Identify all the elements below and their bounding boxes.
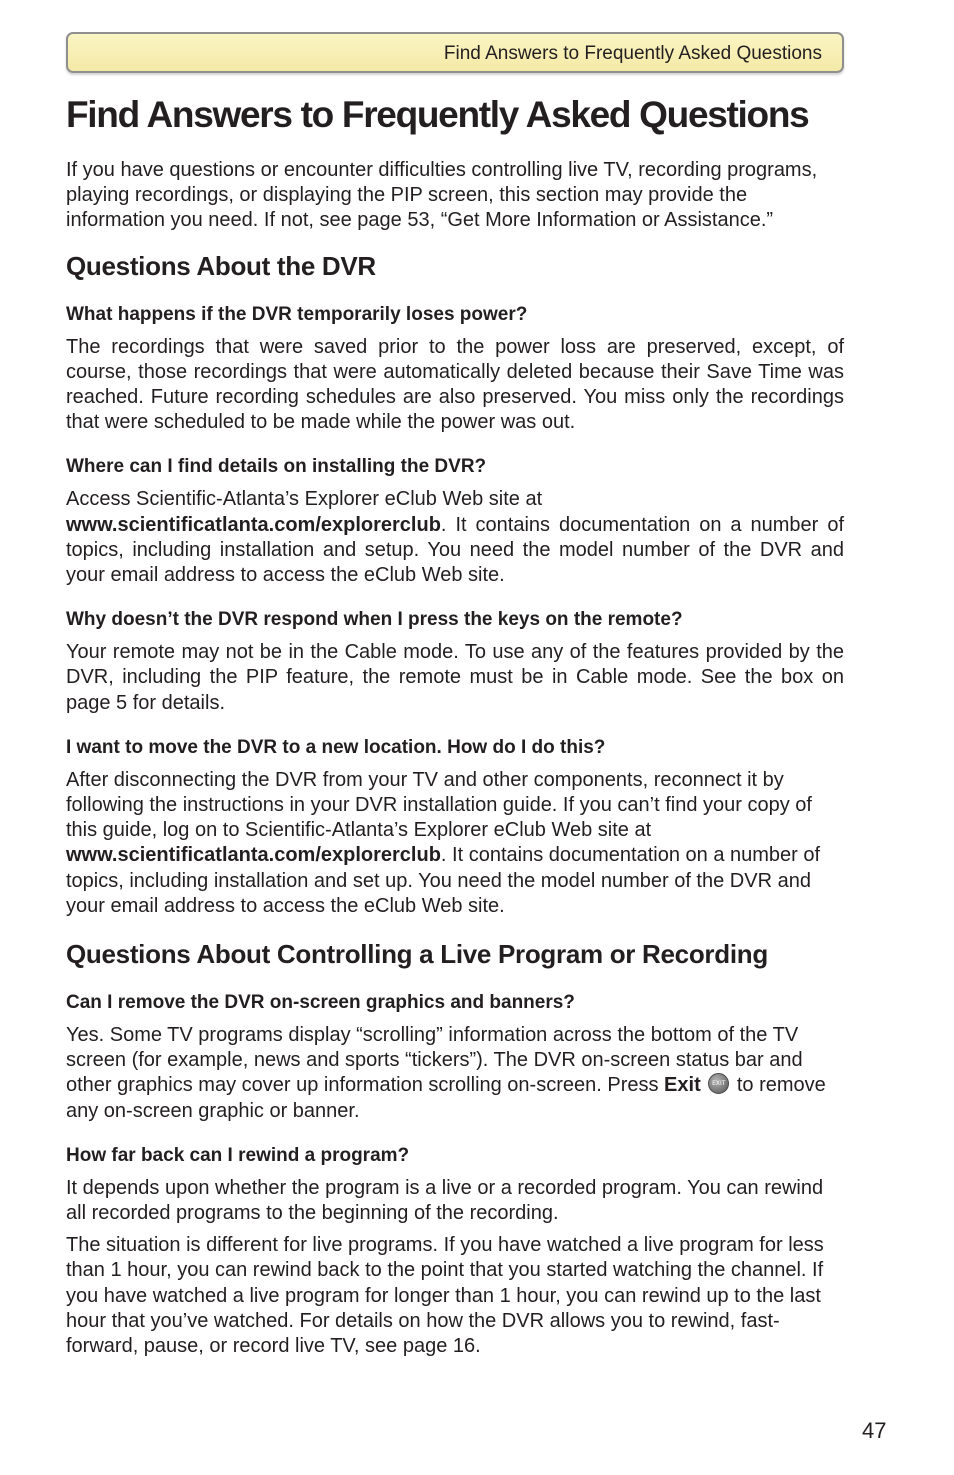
question-graphics: Can I remove the DVR on-screen graphics and banners? — [66, 992, 575, 1014]
answer-graphics-text: Yes. Some TV programs display “scrolling” information across the bottom of the TV screen (for example, news and sports “tickers”). The DVR on-screen status bar and other graphics may cover up information scrolling on-screen. Press — [66, 1024, 803, 1097]
question-power-loss: What happens if the DVR temporarily loses power? — [66, 303, 528, 325]
answer-graphics — [66, 1023, 844, 1124]
section-heading-dvr: Questions About the DVR — [66, 250, 376, 281]
eclub-link[interactable]: www.scientificatlanta.com/explorerclub — [66, 513, 441, 536]
answer-graphics-text-end: to remove any on-screen graphic or banner. — [66, 1074, 826, 1122]
page-title: Find Answers to Frequently Asked Questions — [66, 94, 809, 135]
question-rewind: How far back can I rewind a program? — [66, 1144, 410, 1166]
exit-key-label: Exit — [664, 1074, 701, 1097]
question-move-dvr: I want to move the DVR to a new location. How do I do this? — [66, 736, 606, 758]
intro-paragraph: If you have questions or encounter difficulties controlling live TV, recording programs, playing recordings, or displaying the PIP screen, this section may provide the information you need. If not, see page 53, “Get More Information or Assistance.” — [66, 159, 818, 232]
page-content — [66, 94, 844, 1379]
running-header-title: Find Answers to Frequently Asked Questions — [443, 43, 822, 64]
eclub-link-2[interactable]: www.scientificatlanta.com/explorerclub — [66, 844, 441, 867]
answer-rewind-1: It depends upon whether the program is a live or a recorded program. You can rewind all recorded programs to the beginning of the recording. — [66, 1176, 824, 1225]
running-header — [66, 32, 844, 73]
answer-remote: Your remote may not be in the Cable mode. To use any of the features provided by the DVR, including the PIP feature, the remote must be in Cable mode. See the box on page 5 for details. — [66, 641, 844, 714]
answer-move-dvr — [66, 768, 844, 919]
section-heading-live: Questions About Controlling a Live Program or Recording — [66, 939, 768, 970]
answer-move-dvr-text: After disconnecting the DVR from your TV and other components, reconnect it by following the instructions in your DVR installation guide. If you can’t find your copy of this guide, log on to Scientific-Atlanta’s Explorer eClub Web site at — [66, 768, 812, 842]
answer-installing-text-end: . It contains documentation on a number of topics, including installation and setup. You need the model number of the DVR and your email address to access the eClub Web site. — [66, 513, 844, 587]
exit-button-icon — [708, 1073, 729, 1094]
answer-installing — [66, 487, 844, 588]
answer-installing-text: Access Scientific-Atlanta’s Explorer eClub Web site at — [66, 488, 543, 511]
answer-move-dvr-text-end: . It contains documentation on a number of topics, including installation and set up. You need the model number of the DVR and your email address to access the eClub Web site. — [66, 844, 821, 917]
answer-power-loss: The recordings that were saved prior to the power loss are preserved, except, of course, those recordings that were automatically deleted because their Save Time was reached. Future recording schedules are also preserved. You miss only the recordings that were scheduled to be made while the power was out. — [66, 335, 844, 434]
answer-rewind-2: The situation is different for live programs. If you have watched a live program for less than 1 hour, you can rewind back to the point that you started watching the channel. If you have watched a live program for longer than 1 hour, you can rewind up to the last hour that you’ve watched. For details on how the DVR allows you to rewind, fast-forward, pause, or record live TV, see page 16. — [66, 1234, 824, 1358]
page-number: 47 — [862, 1418, 887, 1443]
question-remote: Why doesn’t the DVR respond when I press the keys on the remote? — [66, 609, 683, 631]
question-installing: Where can I find details on installing the DVR? — [66, 456, 487, 478]
